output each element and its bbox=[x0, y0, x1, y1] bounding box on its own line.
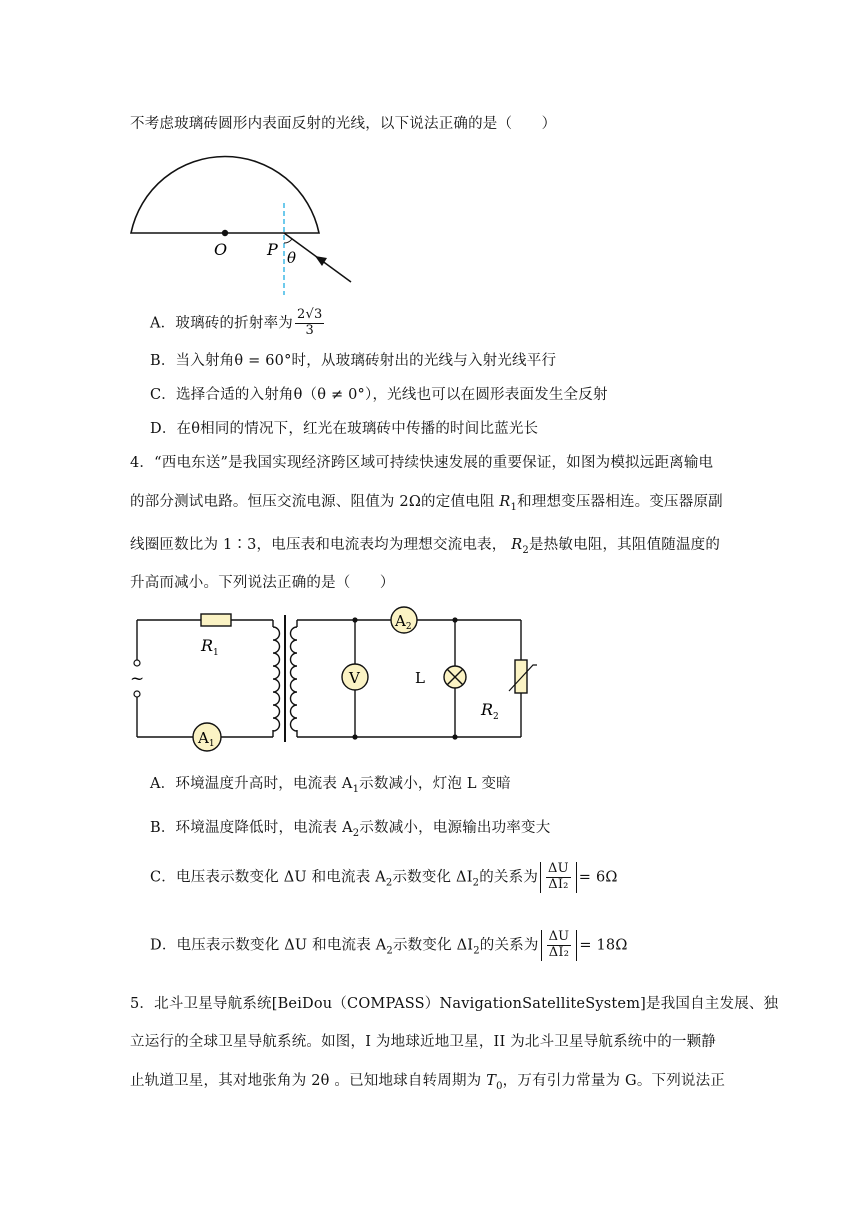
center-point bbox=[222, 230, 228, 236]
label-O: O bbox=[214, 240, 228, 259]
label-r2: $R_2$ bbox=[481, 700, 499, 722]
source-terminal-bottom bbox=[134, 691, 140, 697]
label-P: P bbox=[267, 240, 278, 259]
q5-line3: 止轨道卫星，其对地张角为 2θ 。已知地球自转周期为 $T_0$，万有引力常量为 G。下列说法正 bbox=[130, 1073, 726, 1092]
semicircle-outline bbox=[131, 156, 319, 233]
q3-option-b: B．当入射角θ = 60°时，从玻璃砖射出的光线与入射光线平行 bbox=[150, 353, 557, 369]
q3-option-c: C．选择合适的入射角θ（θ ≠ 0°），光线也可以在圆形表面发生全反射 bbox=[150, 387, 608, 403]
q4-circuit-diagram bbox=[125, 605, 565, 749]
q4-option-d: D．电压表示数变化 ΔU 和电流表 $A_2$示数变化 $\Delta I_2$的关系为 $\frac{\Delta U}{\text{ΔI₂}}$ = 18Ω bbox=[150, 929, 628, 960]
q3-stem: 不考虑玻璃砖圆形内表面反射的光线，以下说法正确的是（ ） bbox=[130, 116, 557, 132]
abs-fraction: $\frac{\Delta U}{\text{ΔI₂}}$ bbox=[541, 930, 578, 961]
svg-text:A2: $A_2$ bbox=[395, 612, 412, 632]
theta-arc bbox=[284, 239, 292, 243]
abs-fraction: $\frac{\Delta U}{\text{ΔI₂}}$ bbox=[540, 862, 577, 893]
fraction: $\frac{2√3}{3}$ bbox=[296, 307, 323, 338]
ray-arrow bbox=[315, 256, 327, 266]
q5-line2: 立运行的全球卫星导航系统。如图，I 为地球近地卫星，II 为北斗卫星导航系统中的一颗静 bbox=[130, 1034, 716, 1050]
label-l: L bbox=[415, 669, 425, 687]
q4-line2: 的部分测试电路。恒压交流电源、阻值为 2Ω的定值电阻 $R_1$和理想变压器相连。变压器原副 bbox=[130, 494, 723, 513]
label-r1: $R_1$ bbox=[201, 636, 219, 658]
ac-source-symbol: ~ bbox=[130, 669, 145, 689]
svg-text:V: V bbox=[349, 669, 360, 687]
q4-option-b: B．环境温度降低时，电流表 $A_2$示数减小，电源输出功率变大 bbox=[150, 820, 551, 839]
q5-line1: 5．北斗卫星导航系统[BeiDou（COMPASS）NavigationSatelliteSystem]是我国自主发展、独 bbox=[130, 996, 779, 1012]
q3-semicircle-figure bbox=[125, 135, 365, 295]
q3-option-d: D．在θ相同的情况下，红光在玻璃砖中传播的时间比蓝光长 bbox=[150, 421, 539, 437]
resistor-r1 bbox=[201, 614, 231, 626]
svg-text:A1: $A_1$ bbox=[198, 729, 215, 749]
q4-line4: 升高而减小。下列说法正确的是（ ） bbox=[130, 575, 395, 591]
secondary-coil bbox=[291, 627, 298, 731]
label-theta: θ bbox=[287, 249, 297, 267]
q4-option-a: A．环境温度升高时，电流表 $A_1$示数减小，灯泡 L 变暗 bbox=[150, 776, 511, 795]
source-terminal-top bbox=[134, 660, 140, 666]
q4-line3: 线圈匝数比为 1∶3，电压表和电流表均为理想交流电表， $R_2$是热敏电阻，其阻值随温度的 bbox=[130, 537, 721, 556]
q3-option-a: A．玻璃砖的折射率为 $\frac{2√3}{3}$ bbox=[150, 307, 323, 338]
q4-line1: 4．“西电东送”是我国实现经济跨区域可持续快速发展的重要保证，如图为模拟远距离输电 bbox=[130, 455, 714, 471]
thermistor-r2 bbox=[515, 660, 527, 693]
q4-option-c: C．电压表示数变化 ΔU 和电流表 $A_2$示数变化 $\Delta I_2$的关系为 $\frac{\Delta U}{\text{ΔI₂}}$ = 6Ω bbox=[150, 861, 618, 892]
primary-coil bbox=[273, 627, 280, 731]
